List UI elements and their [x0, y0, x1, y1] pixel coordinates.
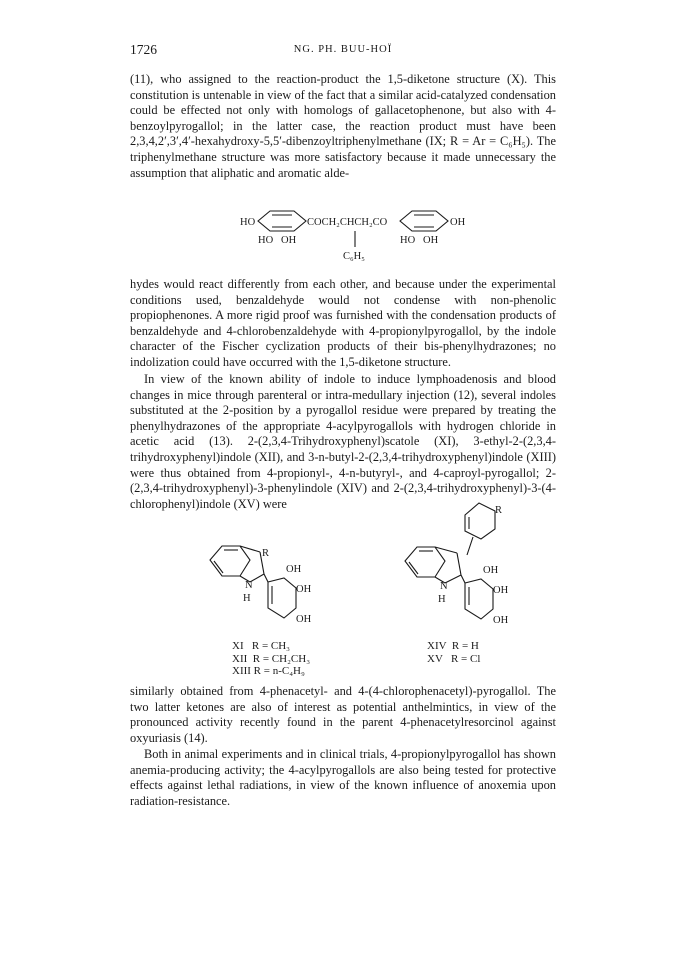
hydroxyl-2: OH — [296, 584, 312, 595]
indole-nitrogen: N — [245, 580, 253, 591]
paragraph-5: Both in animal experiments and in clinical trials, 4-propionylpyrogallol has shown anemia-producing activity; the 4-acylpyrogallols are also being tested for protective effects against lethal radiations, in view of the known influence of anoxemia upon radiation-resistance. — [130, 747, 556, 808]
formula-oh-right: OH — [450, 217, 466, 228]
benzene-ring-right — [400, 211, 448, 231]
formula-branch: C₆H₅ — [343, 251, 365, 262]
indole-structure-left — [200, 530, 360, 635]
legend-item: XV R = Cl — [427, 652, 481, 665]
hydroxyl-1: OH — [286, 564, 302, 575]
page-header — [130, 42, 556, 60]
indole-hydrogen: H — [243, 593, 251, 604]
legend-item: XI R = CH₃ — [232, 640, 291, 652]
paragraph-1: (11), who assigned to the reaction-product the 1,5-diketone structure (X). This constitution is untenable in view of the fact that a similar acid-catalyzed condensation could be effected not only with homologs of gallacetophenone, but also with 4-benzoylpyrogallol; in the latter case, the reaction product must have been 2,3,4,2′,3′,4′-hexahydroxy-5,5′-dibenzoyltriphenylmethane (IX; R = Ar = C₆H₅). The triphenylmethane structure was more satisfactory because it made unnecessary the assumption that aliphatic and aromatic alde- — [130, 72, 556, 180]
hydroxyl-2: OH — [493, 585, 509, 596]
formula-substituents-left: HO OH — [258, 235, 297, 246]
indole-hydrogen: H — [438, 594, 446, 605]
page-number: 1726 — [130, 42, 157, 57]
running-title: NG. PH. BUU-HOÏ — [293, 44, 393, 55]
formula-substituents-right: HO OH — [400, 235, 439, 246]
paragraph-4: similarly obtained from 4-phenacetyl- and 4-(4-chlorophenacetyl)-pyrogallol. The two latter ketones are also of interest as potential anthelmintics, in view of the pronounced activity recently found in the parent 4-phenacetylresorcinol against oxyuriasis (14). — [130, 684, 556, 745]
benzene-ring-left — [258, 211, 306, 231]
legend-item: XIII R = n-C₄H₉ — [232, 665, 305, 677]
hydroxyl-3: OH — [493, 615, 509, 626]
diketone-structure — [210, 207, 510, 273]
indole-structure-right — [395, 493, 555, 635]
legend-item: XII R = CH₂CH₃ — [232, 652, 311, 665]
legend-item: XIV R = H — [427, 640, 479, 652]
hydroxyl-3: OH — [296, 614, 312, 625]
paragraph-3: In view of the known ability of indole to induce lymphoadenosis and blood changes in mice through parenteral or intra-medullary injection (12), several indoles substituted at the 2-position by a pyrogallol residue were prepared by treating the phenylhydrazones of the appropriate 4-acylpyrogallols with hydrogen chloride in acetic acid (13). 2-(2,3,4-Trihydroxyphenyl)scatole (XI), 3-ethyl-2-(2,3,4-trihydroxyphenyl)indole (XII), and 3-n-butyl-2-(2,3,4-trihydroxyphenyl)indole (XIII) were thus obtained from 4-propionyl-, 4-n-butyryl-, and 4-caproyl-pyrogallol; 2-(2,3,4-trihydroxyphenyl)-3-phenylindole (XIV) and 2-(2,3,4-trihydroxyphenyl)-3-(4-chlorophenyl)indole (XV) were — [130, 372, 556, 511]
hydroxyl-1: OH — [483, 565, 499, 576]
legend-right — [427, 640, 480, 665]
indole-nitrogen: N — [440, 581, 448, 592]
substituent-r: R — [495, 505, 503, 516]
substituent-r: R — [262, 548, 270, 559]
legend-left — [232, 640, 310, 678]
paragraph-2: hydes would react differently from each other, and because under the experimental conditions used, benzaldehyde would not condense with non-phenolic propiophenones. A more rigid proof was furnished with the condensation products of benzaldehyde and 4-chlorobenzaldehyde with 4-propionylpyrogallol, by the indole character of the Fischer cyclization products of their bis-phenylhydrazones; no indolization could have occurred with the 1,5-diketone structure. — [130, 277, 556, 369]
formula-chain: COCH₂CHCH₂CO — [307, 217, 388, 228]
formula-ho-left: HO — [240, 217, 256, 228]
